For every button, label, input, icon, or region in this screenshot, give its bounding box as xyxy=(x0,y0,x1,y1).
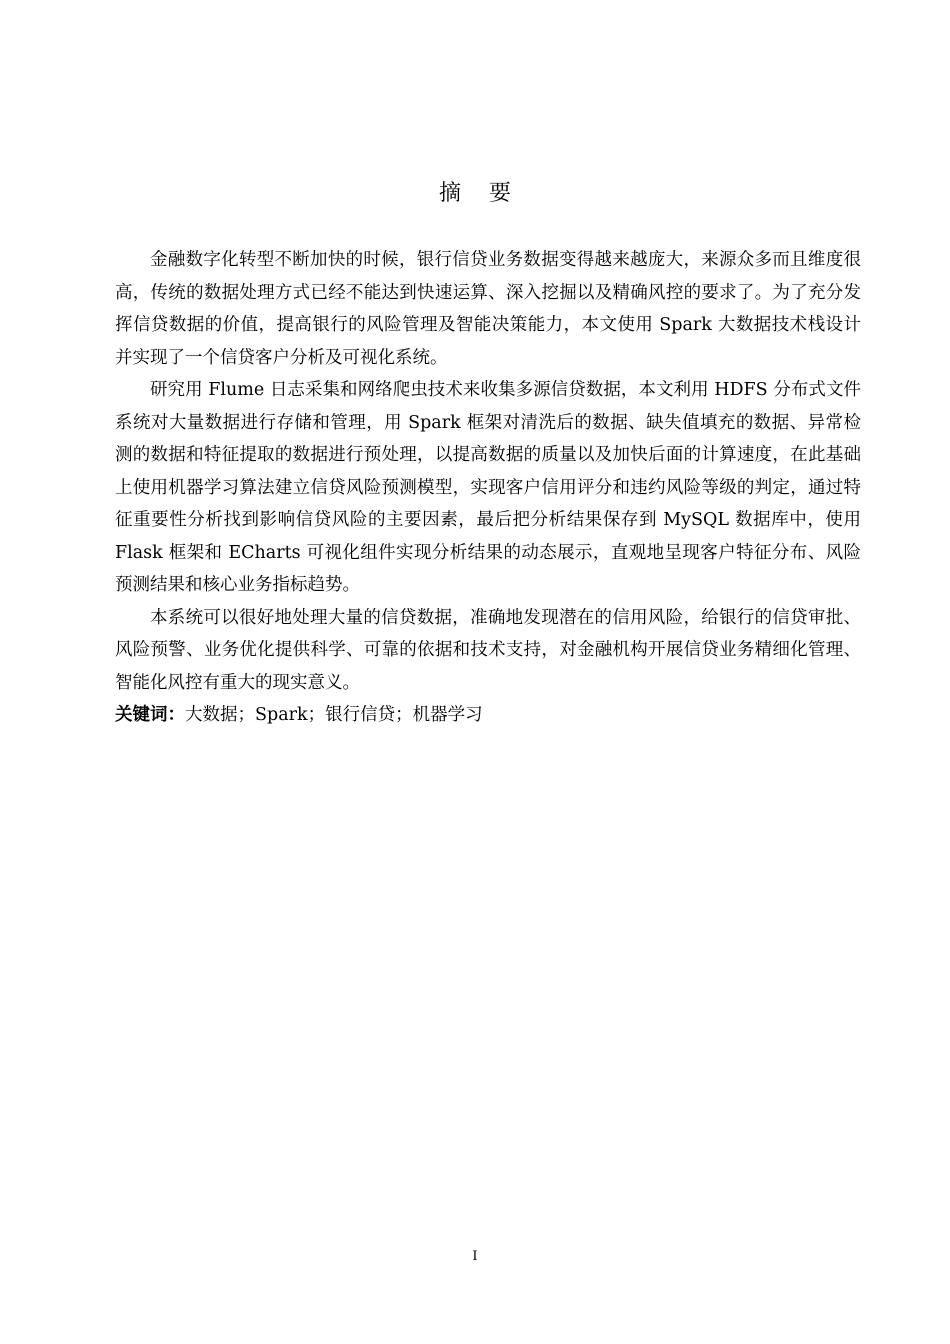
keywords-line xyxy=(115,699,861,732)
abstract-paragraph-3: 本系统可以很好地处理大量的信贷数据，准确地发现潜在的信用风险，给银行的信贷审批、风险预警、业务优化提供科学、可靠的依据和技术支持，对金融机构开展信贷业务精细化管理、智能化风控有重大的现实意义。 xyxy=(115,607,861,693)
page-number: I xyxy=(472,1249,478,1264)
abstract-title: 摘要 xyxy=(438,181,539,206)
abstract-paragraph-1: 金融数字化转型不断加快的时候，银行信贷业务数据变得越来越庞大，来源众多而且维度很高，传统的数据处理方式已经不能达到快速运算、深入挖掘以及精确风控的要求了。为了充分发挥信贷数据的价值，提高银行的风险管理及智能决策能力，本文使用 Spark 大数据技术栈设计并实现了一个信贷客户分析及可视化系统。 xyxy=(115,250,861,368)
abstract-body xyxy=(115,244,861,732)
keywords-label: 关键词： xyxy=(115,705,185,725)
keywords-value: 大数据；Spark；银行信贷；机器学习 xyxy=(185,705,483,725)
abstract-paragraph-2: 研究用 Flume 日志采集和网络爬虫技术来收集多源信贷数据，本文利用 HDFS 分布式文件系统对大量数据进行存储和管理，用 Spark 框架对清洗后的数据、缺失值填充的数据、异常检测的数据和特征提取的数据进行预处理，以提高数据的质量以及加快后面的计算速度，在此基础上使用机器学习算法建立信贷风险预测模型，实现客户信用评分和违约风险等级的判定，通过特征重要性分析找到影响信贷风险的主要因素，最后把分析结果保存到 MySQL 数据库中，使用 Flask 框架和 ECharts 可视化组件实现分析结果的动态展示，直观地呈现客户特征分布、风险预测结果和核心业务指标趋势。 xyxy=(115,380,861,595)
